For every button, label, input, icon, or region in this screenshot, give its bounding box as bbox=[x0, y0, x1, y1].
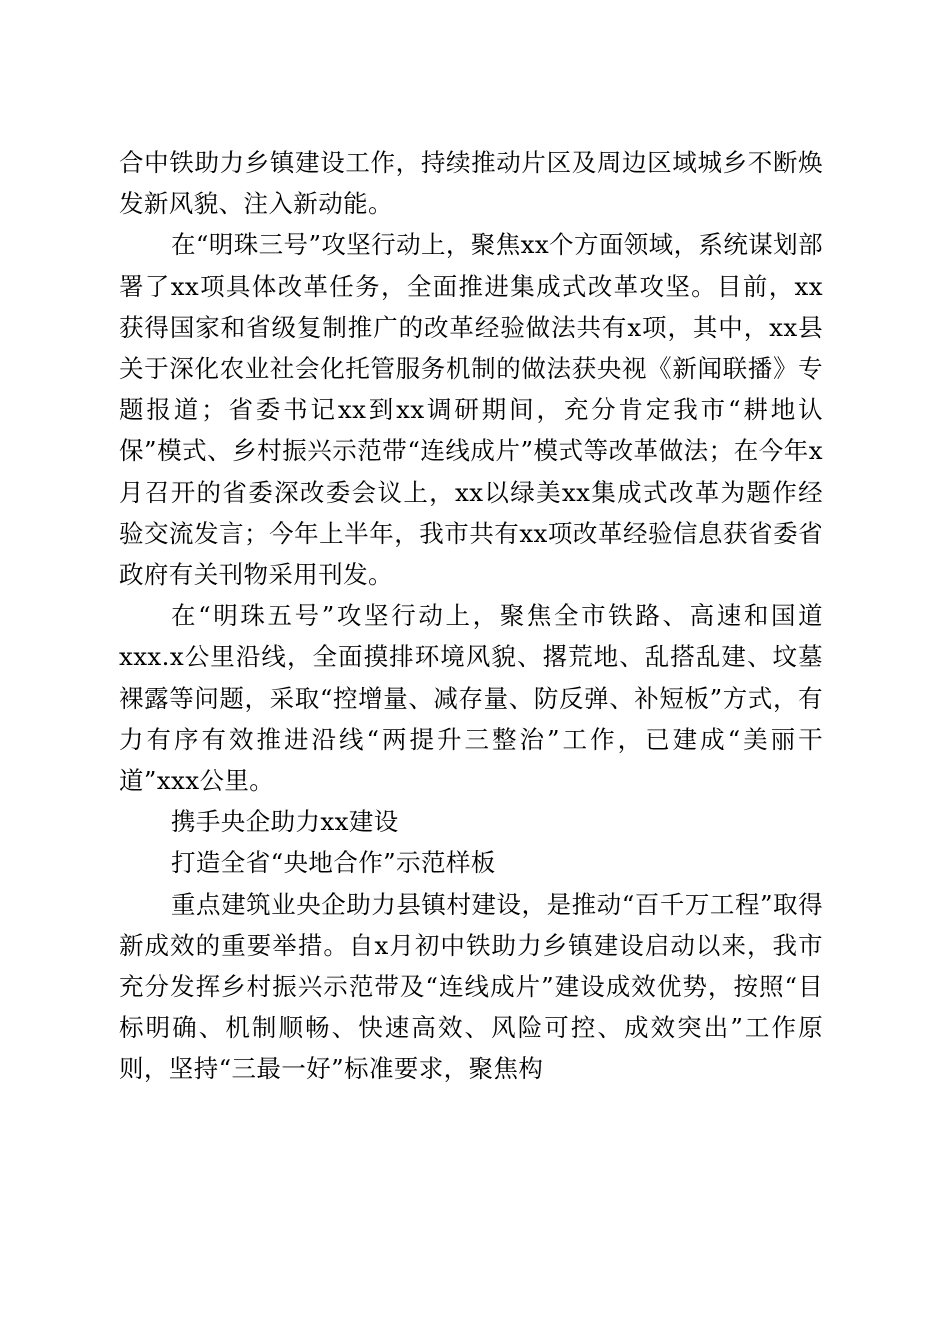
section-heading-line-2: 打造全省“央地合作”示范样板 bbox=[171, 848, 496, 878]
paragraph-continuation: 合中铁助力乡镇建设工作，持续推动片区及周边区域城乡不断焕发新风貌、注入新动能。 bbox=[119, 148, 823, 219]
paragraph-mingzhu-five: 在“明珠五号”攻坚行动上，聚焦全市铁路、高速和国道xxx.x公里沿线，全面摸排环境风貌、撂荒地、乱搭乱建、坟墓裸露等问题，采取“控增量、减存量、防反弹、补短板”方式，有力有序有效推进沿线“两提升三整治”工作，已建成“美丽干道”xxx公里。 bbox=[119, 601, 823, 796]
document-body bbox=[119, 142, 823, 1090]
paragraph-central-enterprise: 重点建筑业央企助力县镇村建设，是推动“百千万工程”取得新成效的重要举措。自x月初中铁助力乡镇建设启动以来，我市充分发挥乡村振兴示范带及“连线成片”建设成效优势，按照“目标明确、机制顺畅、快速高效、风险可控、成效突出”工作原则，坚持“三最一好”标准要求，聚焦构 bbox=[119, 889, 823, 1084]
paragraph-mingzhu-three: 在“明珠三号”攻坚行动上，聚焦xx个方面领域，系统谋划部署了xx项具体改革任务，全面推进集成式改革攻坚。目前，xx获得国家和省级复制推广的改革经验做法共有x项，其中，xx县关于深化农业社会化托管服务机制的做法获央视《新闻联播》专题报道；省委书记xx到xx调研期间，充分肯定我市“耕地认保”模式、乡村振兴示范带“连线成片”模式等改革做法；在今年x月召开的省委深改委会议上，xx以绿美xx集成式改革为题作经验交流发言；今年上半年，我市共有xx项改革经验信息获省委省政府有关刊物采用刊发。 bbox=[119, 230, 823, 590]
section-heading-line-1: 携手央企助力xx建设 bbox=[171, 807, 399, 837]
